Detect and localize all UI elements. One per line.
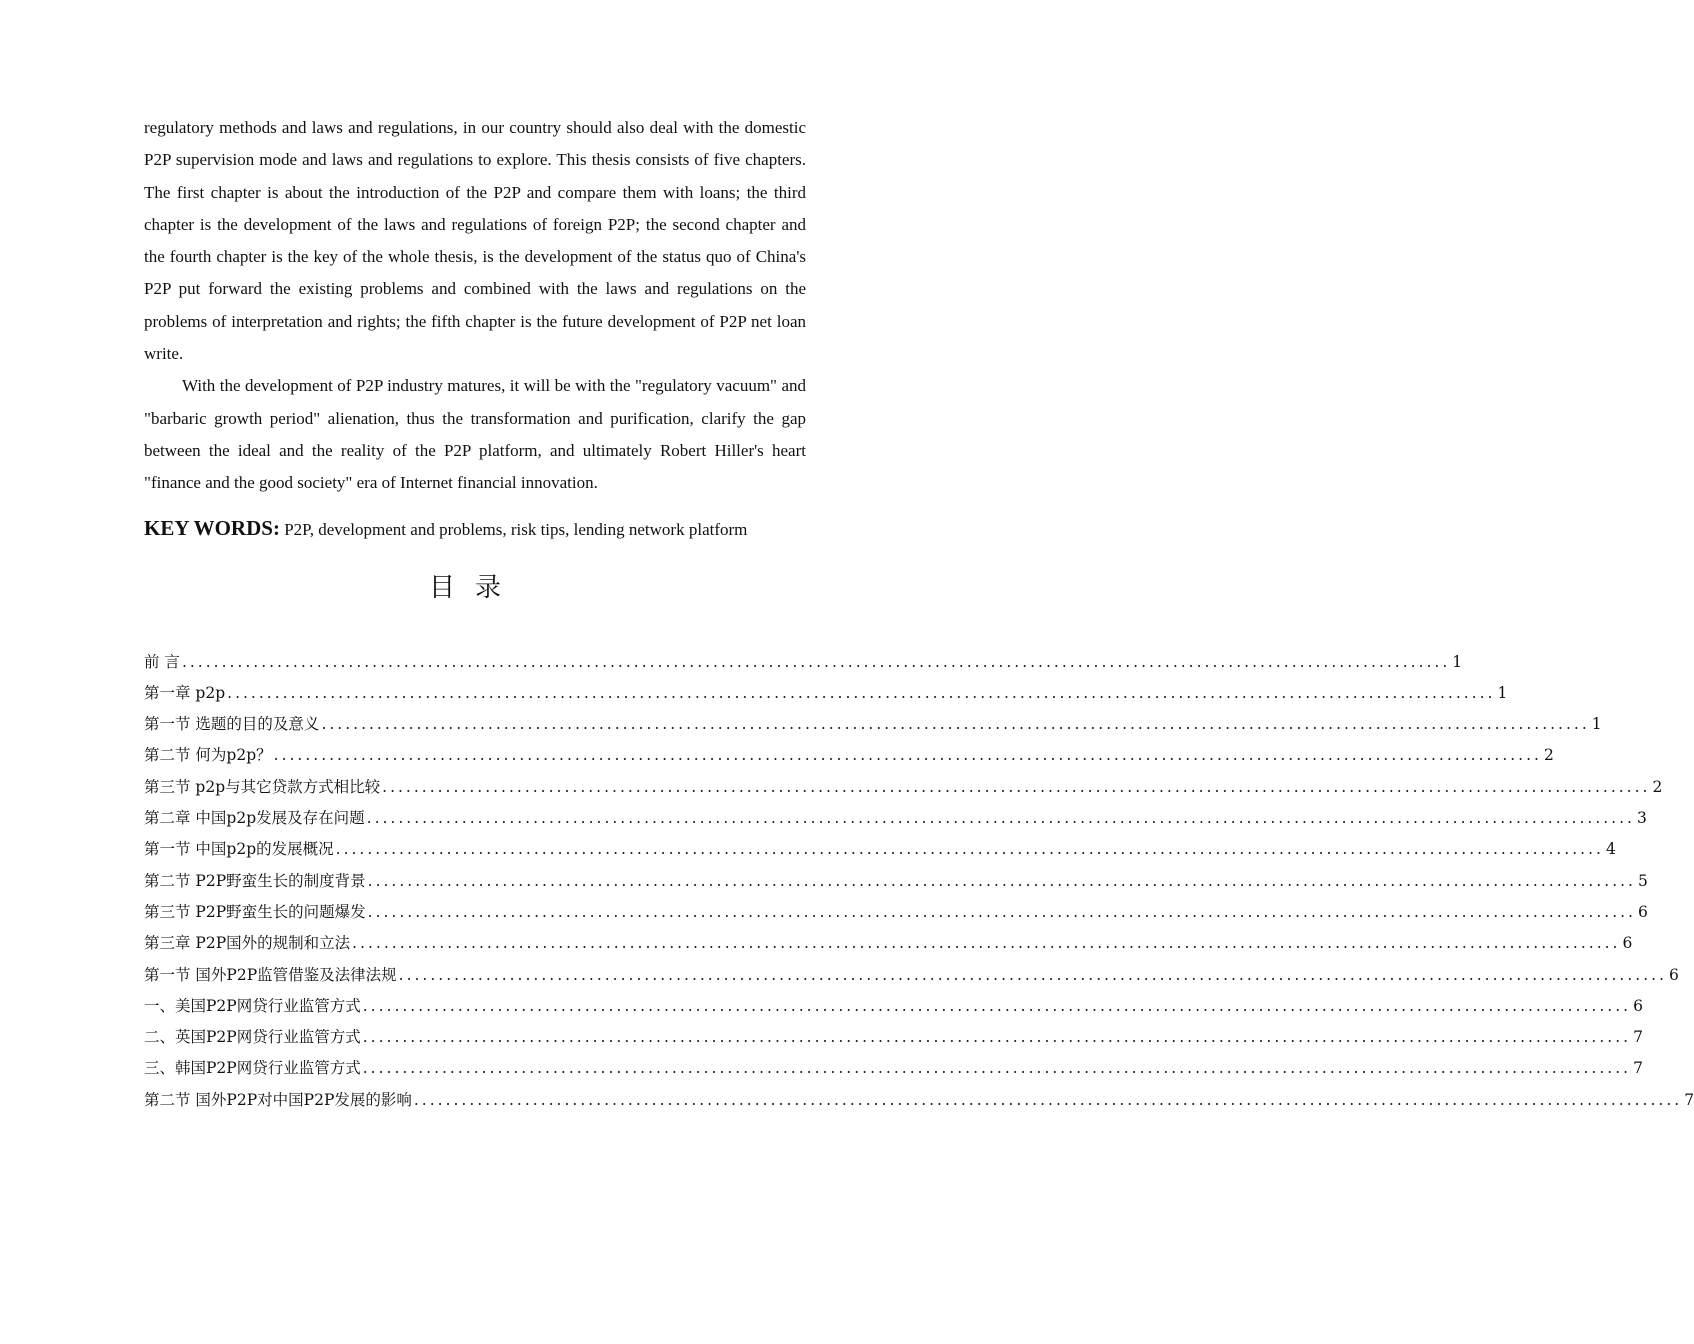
toc-entry-label: 前 言 [144, 652, 180, 671]
toc-dot-leader: ................................................................................................................................................................ [335, 840, 1604, 859]
toc-entry-page: 2 [1543, 746, 1554, 765]
toc-dot-leader: ................................................................................................................................................................ [181, 652, 1451, 671]
toc-dot-leader: ................................................................................................................................................................ [273, 746, 1542, 765]
toc-entry-page: 7 [1633, 1059, 1643, 1078]
toc-entry-page: 6 [1637, 902, 1648, 921]
table-of-contents [144, 647, 1694, 1116]
toc-entry-label: 第一节 中国p2p的发展概况 [144, 840, 334, 859]
toc-entry-page: 4 [1605, 840, 1616, 859]
toc-entry[interactable] [144, 866, 1648, 897]
toc-entry-page: 7 [1633, 1028, 1643, 1047]
toc-entry-page: 5 [1637, 871, 1648, 890]
toc-entry-label: 第三节 P2P野蛮生长的问题爆发 [144, 902, 366, 921]
toc-entry-label: 第一节 选题的目的及意义 [144, 715, 320, 734]
toc-dot-leader: ................................................................................................................................................................ [398, 965, 1667, 984]
toc-entry[interactable] [144, 960, 1679, 991]
toc-entry[interactable] [144, 834, 1616, 865]
toc-entry-label: 第三节 p2p与其它贷款方式相比较 [144, 777, 381, 796]
toc-dot-leader: ................................................................................................................................................................ [382, 777, 1651, 796]
toc-dot-leader: ................................................................................................................................................................ [321, 715, 1590, 734]
toc-entry-label: 第二节 国外P2P对中国P2P发展的影响 [144, 1090, 412, 1109]
toc-entry-label: 第二节 P2P野蛮生长的制度背景 [144, 871, 366, 890]
toc-dot-leader: ................................................................................................................................................................ [362, 1059, 1632, 1078]
toc-dot-leader: ................................................................................................................................................................ [367, 871, 1636, 890]
toc-entry-label: 三、韩国P2P网贷行业监管方式 [144, 1059, 361, 1078]
toc-entry[interactable] [144, 1085, 1694, 1116]
toc-entry[interactable] [144, 928, 1633, 959]
toc-dot-leader: ................................................................................................................................................................ [367, 902, 1636, 921]
toc-entry-label: 第二章 中国p2p发展及存在问题 [144, 809, 365, 828]
toc-entry[interactable] [144, 897, 1648, 928]
toc-entry[interactable] [144, 709, 1602, 740]
toc-entry-page: 1 [1591, 715, 1602, 734]
toc-entry-page: 2 [1652, 777, 1663, 796]
toc-entry[interactable] [144, 740, 1554, 771]
toc-entry-page: 6 [1633, 996, 1643, 1015]
abstract-paragraph-2: With the development of P2P industry matures, it will be with the "regulatory vacuum" and "barbaric growth period" alienation, thus the transformation and purification, clarify the gap between the ideal and the reality of the P2P platform, and ultimately Robert Hiller's heart "finance and the good society" era of Internet financial innovation. [144, 376, 806, 493]
document-page [144, 112, 1694, 1116]
toc-entry[interactable] [144, 647, 1463, 678]
toc-title: 目录 [428, 572, 521, 603]
toc-entry[interactable] [144, 772, 1663, 803]
keywords-line [144, 507, 806, 551]
toc-entry[interactable] [144, 991, 1643, 1022]
toc-entry-page: 1 [1497, 683, 1508, 702]
toc-dot-leader: ................................................................................................................................................................ [352, 934, 1621, 953]
keywords-text: P2P, development and problems, risk tips, lending network platform [279, 519, 748, 539]
toc-entry[interactable] [144, 803, 1647, 834]
toc-entry-page: 7 [1684, 1090, 1694, 1109]
toc-entry[interactable] [144, 678, 1508, 709]
toc-entry-label: 第一章 p2p [144, 683, 226, 702]
toc-entry-label: 二、英国P2P网贷行业监管方式 [144, 1028, 361, 1047]
toc-entry[interactable] [144, 1022, 1643, 1053]
toc-entry-page: 6 [1622, 934, 1633, 953]
toc-entry-page: 6 [1668, 965, 1679, 984]
toc-entry-label: 第一节 国外P2P监管借鉴及法律法规 [144, 965, 397, 984]
toc-dot-leader: ................................................................................................................................................................ [227, 683, 1496, 702]
toc-entry-label: 第二节 何为p2p？ [144, 746, 272, 765]
toc-dot-leader: ................................................................................................................................................................ [362, 996, 1632, 1015]
toc-entry-label: 第三章 P2P国外的规制和立法 [144, 934, 351, 953]
toc-dot-leader: ................................................................................................................................................................ [366, 809, 1635, 828]
keywords-label: KEY WORDS: [144, 515, 280, 540]
toc-entry[interactable] [144, 1053, 1643, 1084]
toc-dot-leader: ................................................................................................................................................................ [413, 1090, 1683, 1109]
toc-entry-page: 1 [1452, 652, 1463, 671]
toc-entry-label: 一、美国P2P网贷行业监管方式 [144, 996, 361, 1015]
toc-entry-page: 3 [1636, 809, 1647, 828]
abstract-paragraph-1: regulatory methods and laws and regulations, in our country should also deal with the domestic P2P supervision mode and laws and regulations to explore. This thesis consists of five chapters. The first chapter is about the introduction of the P2P and compare them with loans; the third chapter is the development of the laws and regulations of foreign P2P; the second chapter and the fourth chapter is the key of the whole thesis, is the development of the status quo of China's P2P put forward the existing problems and combined with the laws and regulations on the problems of interpretation and rights; the fifth chapter is the future development of P2P net loan write. [144, 118, 806, 364]
toc-dot-leader: ................................................................................................................................................................ [362, 1028, 1632, 1047]
